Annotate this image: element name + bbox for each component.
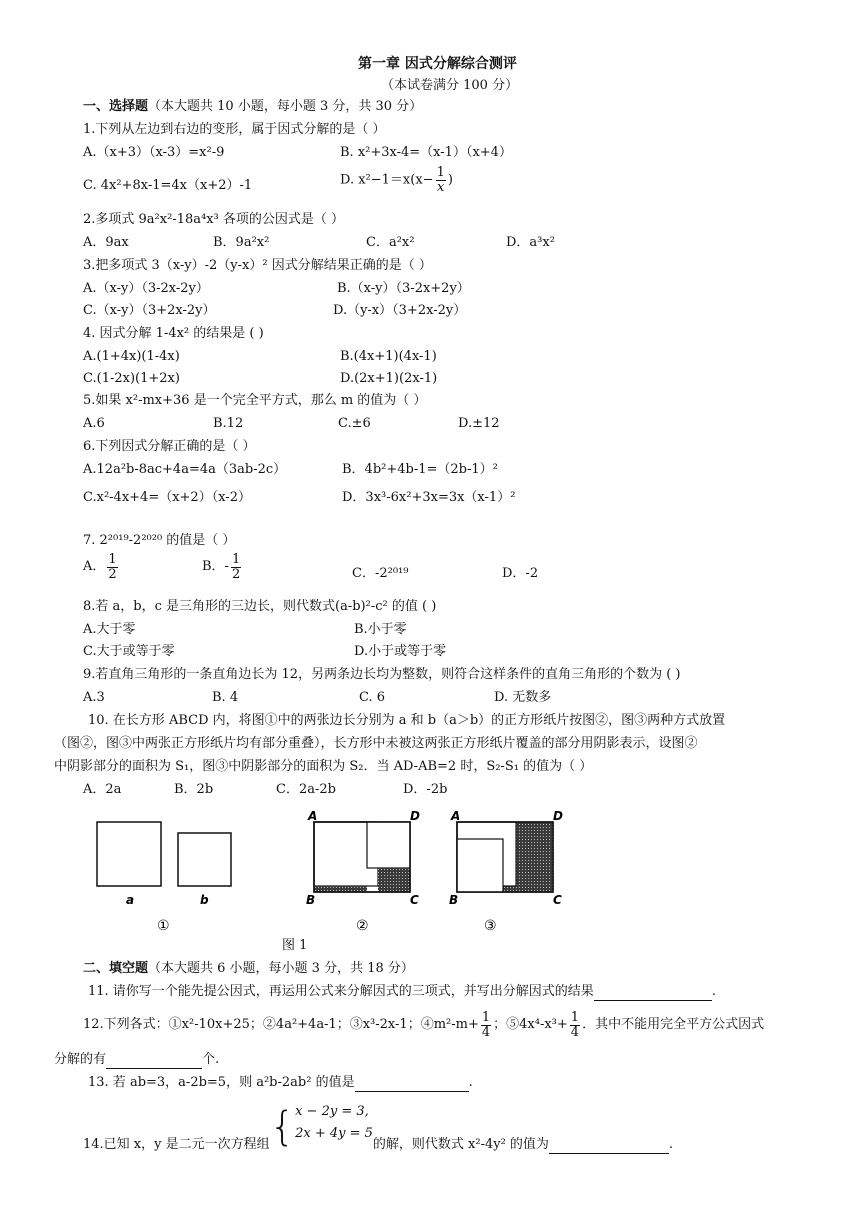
caption-1: ① [157, 918, 170, 934]
q7-stem: 7. 2²⁰¹⁹-2²⁰²⁰ 的值是（ ） [83, 533, 236, 548]
q1-option-c: C. 4x²+8x-1=4x（x+2）-1 [83, 178, 253, 193]
q5-stem: 5.如果 x²-mx+36 是一个完全平方式，那么 m 的值为（ ） [83, 393, 427, 408]
q10-option-c: C．2a-2b [276, 782, 336, 797]
q5-option-b: B.12 [213, 416, 244, 431]
q2-option-d: D．a³x² [506, 235, 555, 250]
q5-option-c: C.±6 [338, 416, 371, 431]
q2-option-c: C．a²x² [366, 235, 415, 250]
answer-blank[interactable] [106, 1052, 202, 1069]
q7-option-b: B．- $\frac{1}{2}$ [202, 552, 241, 582]
q6-stem: 6.下列因式分解正确的是（ ） [83, 439, 256, 454]
caption-2: ② [356, 918, 369, 934]
q4-stem: 4. 因式分解 1-4x² 的结果是 ( ) [83, 326, 264, 341]
vertex-c-fig3: C [553, 893, 562, 907]
vertex-d-fig2: D [410, 809, 420, 823]
square-b [178, 833, 231, 886]
caption-3: ③ [484, 918, 497, 934]
q3-option-c: C.（x-y）（3+2x-2y） [83, 303, 216, 318]
q3-option-b: B.（x-y）（3-2x+2y） [337, 281, 470, 296]
q13: 13. 若 ab=3，a-2b=5，则 a²b-2ab² 的值是 . [88, 1075, 473, 1092]
q8-option-a: A.大于零 [83, 622, 136, 637]
square-b-fig3 [457, 839, 503, 892]
page-title: 第一章 因式分解综合测评 [358, 56, 517, 72]
fraction: $\frac{1}{4}$ [570, 1010, 580, 1040]
q8-option-c: C.大于或等于零 [83, 644, 175, 659]
vertex-a-fig2: A [308, 809, 318, 823]
system-brace: { [269, 1104, 296, 1150]
section-2-header [83, 961, 414, 977]
q9-option-d: D. 无数多 [494, 690, 552, 705]
fraction: $\frac{1}{x}$ [436, 165, 445, 195]
q6-option-b: B．4b²+4b-1=（2b-1）² [342, 462, 498, 477]
q3-option-a: A.（x-y）（3-2x-2y） [83, 281, 209, 296]
q10-line-3: 中阴影部分的面积为 S₁，图③中阴影部分的面积为 S₂．当 AD-AB=2 时，S₂-S₁ 的值为（ ） [54, 759, 593, 774]
square-b-fig2 [367, 822, 410, 868]
q14: 14.已知 x，y 是二元一次方程组{ x − 2y = 3, 2x + 4y = 5 的解，则代数式 x²-4y² 的值为 . [83, 1101, 673, 1145]
q4-option-d: D.(2x+1)(2x-1) [340, 371, 438, 386]
q7-option-d: D．-2 [502, 566, 539, 581]
shaded-corner [378, 868, 410, 892]
answer-blank[interactable] [355, 1075, 469, 1092]
q4-option-a: A.(1+4x)(1-4x) [83, 349, 180, 364]
vertex-b-fig2: B [306, 893, 316, 907]
vertex-b-fig3: B [449, 893, 459, 907]
q5-option-d: D.±12 [458, 416, 500, 431]
page-subtitle: （本试卷满分 100 分） [381, 78, 519, 93]
q4-option-b: B.(4x+1)(4x-1) [340, 349, 437, 364]
q2-option-a: A．9ax [83, 235, 129, 250]
answer-blank[interactable] [549, 1137, 669, 1154]
q11: 11. 请你写一个能先提公因式，再运用公式来分解因式的三项式，并写出分解因式的结果 . [88, 984, 716, 1001]
vertex-d-fig3: D [553, 809, 563, 823]
q10-option-b: B．2b [174, 782, 214, 797]
q3-stem: 3.把多项式 3（x-y）-2（y-x）² 因式分解结果正确的是（ ） [83, 258, 432, 273]
section-2-heading: 二、填空题 [83, 961, 149, 976]
fraction: $\frac{1}{2}$ [231, 552, 241, 582]
section-1-heading: 一、选择题 [83, 99, 149, 114]
fraction: $\frac{1}{4}$ [481, 1010, 491, 1040]
q9-option-c: C. 6 [359, 690, 386, 705]
equation-system: x − 2y = 3, 2x + 4y = 5 [295, 1104, 373, 1141]
q9-option-b: B. 4 [212, 690, 239, 705]
q6-option-a: A.12a²b-8ac+4a=4a（3ab-2c） [83, 462, 287, 477]
q10-line-2: （图②，图③中两张正方形纸片均有部分重叠），长方形中未被这两张正方形纸片覆盖的部分用阴影表示，设图② [54, 736, 698, 751]
square-a [97, 822, 161, 886]
q2-option-b: B．9a²x² [213, 235, 270, 250]
section-1-note: （本大题共 10 小题，每小题 3 分，共 30 分） [148, 99, 423, 114]
q1-option-b: B. x²+3x-4=（x-1）（x+4） [340, 145, 512, 160]
label-a: a [126, 893, 135, 907]
q7-option-c: C．-2²⁰¹⁹ [352, 566, 409, 581]
shaded-right-strip [516, 822, 553, 892]
q6-option-c: C.x²-4x+4=（x+2）（x-2） [83, 490, 251, 505]
q9-option-a: A.3 [83, 690, 105, 705]
q6-option-d: D．3x³-6x²+3x=3x（x-1）² [342, 490, 516, 505]
figure-1 [90, 806, 590, 946]
vertex-c-fig2: C [410, 893, 419, 907]
q8-option-b: B.小于零 [354, 622, 407, 637]
q10-option-d: D．-2b [403, 782, 448, 797]
q5-option-a: A.6 [83, 416, 105, 431]
figure-caption: 图 1 [282, 938, 308, 953]
q9-stem: 9.若直角三角形的一条直角边长为 12，另两条边长均为整数，则符合这样条件的直角三角形的个数为 ( ) [83, 667, 681, 682]
q12-line-1: 12.下列各式：①x²-10x+25；②4a²+4a-1；③x³-2x-1；④m²-m+ $\frac{1}{4}$ ；⑤4x⁴-x³+ $\frac{1}{4}$ ．其中不能用完全平方公式因式 [83, 1010, 765, 1040]
q10-line-1: 10. 在长方形 ABCD 内，将图①中的两张边长分别为 a 和 b（a＞b）的正方形纸片按图②，图③两种方式放置 [88, 713, 726, 728]
q8-stem: 8.若 a，b，c 是三角形的三边长，则代数式(a-b)²-c² 的值 ( ) [83, 599, 437, 614]
q1-option-d: D. x²−1＝x(x− $\frac{1}{x}$ ) [340, 165, 453, 195]
fraction: $\frac{1}{2}$ [108, 552, 117, 582]
section-2-note: （本大题共 6 小题，每小题 3 分，共 18 分） [148, 961, 414, 976]
answer-blank[interactable] [594, 984, 712, 1001]
q10-option-a: A．2a [83, 782, 122, 797]
q7-option-a: A． $\frac{1}{2}$ [83, 552, 117, 582]
q8-option-d: D.小于或等于零 [354, 644, 447, 659]
shaded-bottom-piece [503, 886, 516, 892]
q1-option-a: A.（x+3）（x-3）=x²-9 [83, 145, 225, 160]
vertex-a-fig3: A [451, 809, 461, 823]
label-b: b [200, 893, 209, 907]
section-1-header [83, 99, 422, 115]
q1-stem: 1.下列从左边到右边的变形，属于因式分解的是（ ） [83, 122, 386, 137]
q4-option-c: C.(1-2x)(1+2x) [83, 371, 180, 386]
q2-stem: 2.多项式 9a²x²-18a⁴x³ 各项的公因式是（ ） [83, 212, 345, 227]
q3-option-d: D.（y-x）（3+2x-2y） [333, 303, 467, 318]
q12-line-2: 分解的有 个. [54, 1052, 219, 1069]
shaded-strip-bottom [314, 886, 367, 892]
